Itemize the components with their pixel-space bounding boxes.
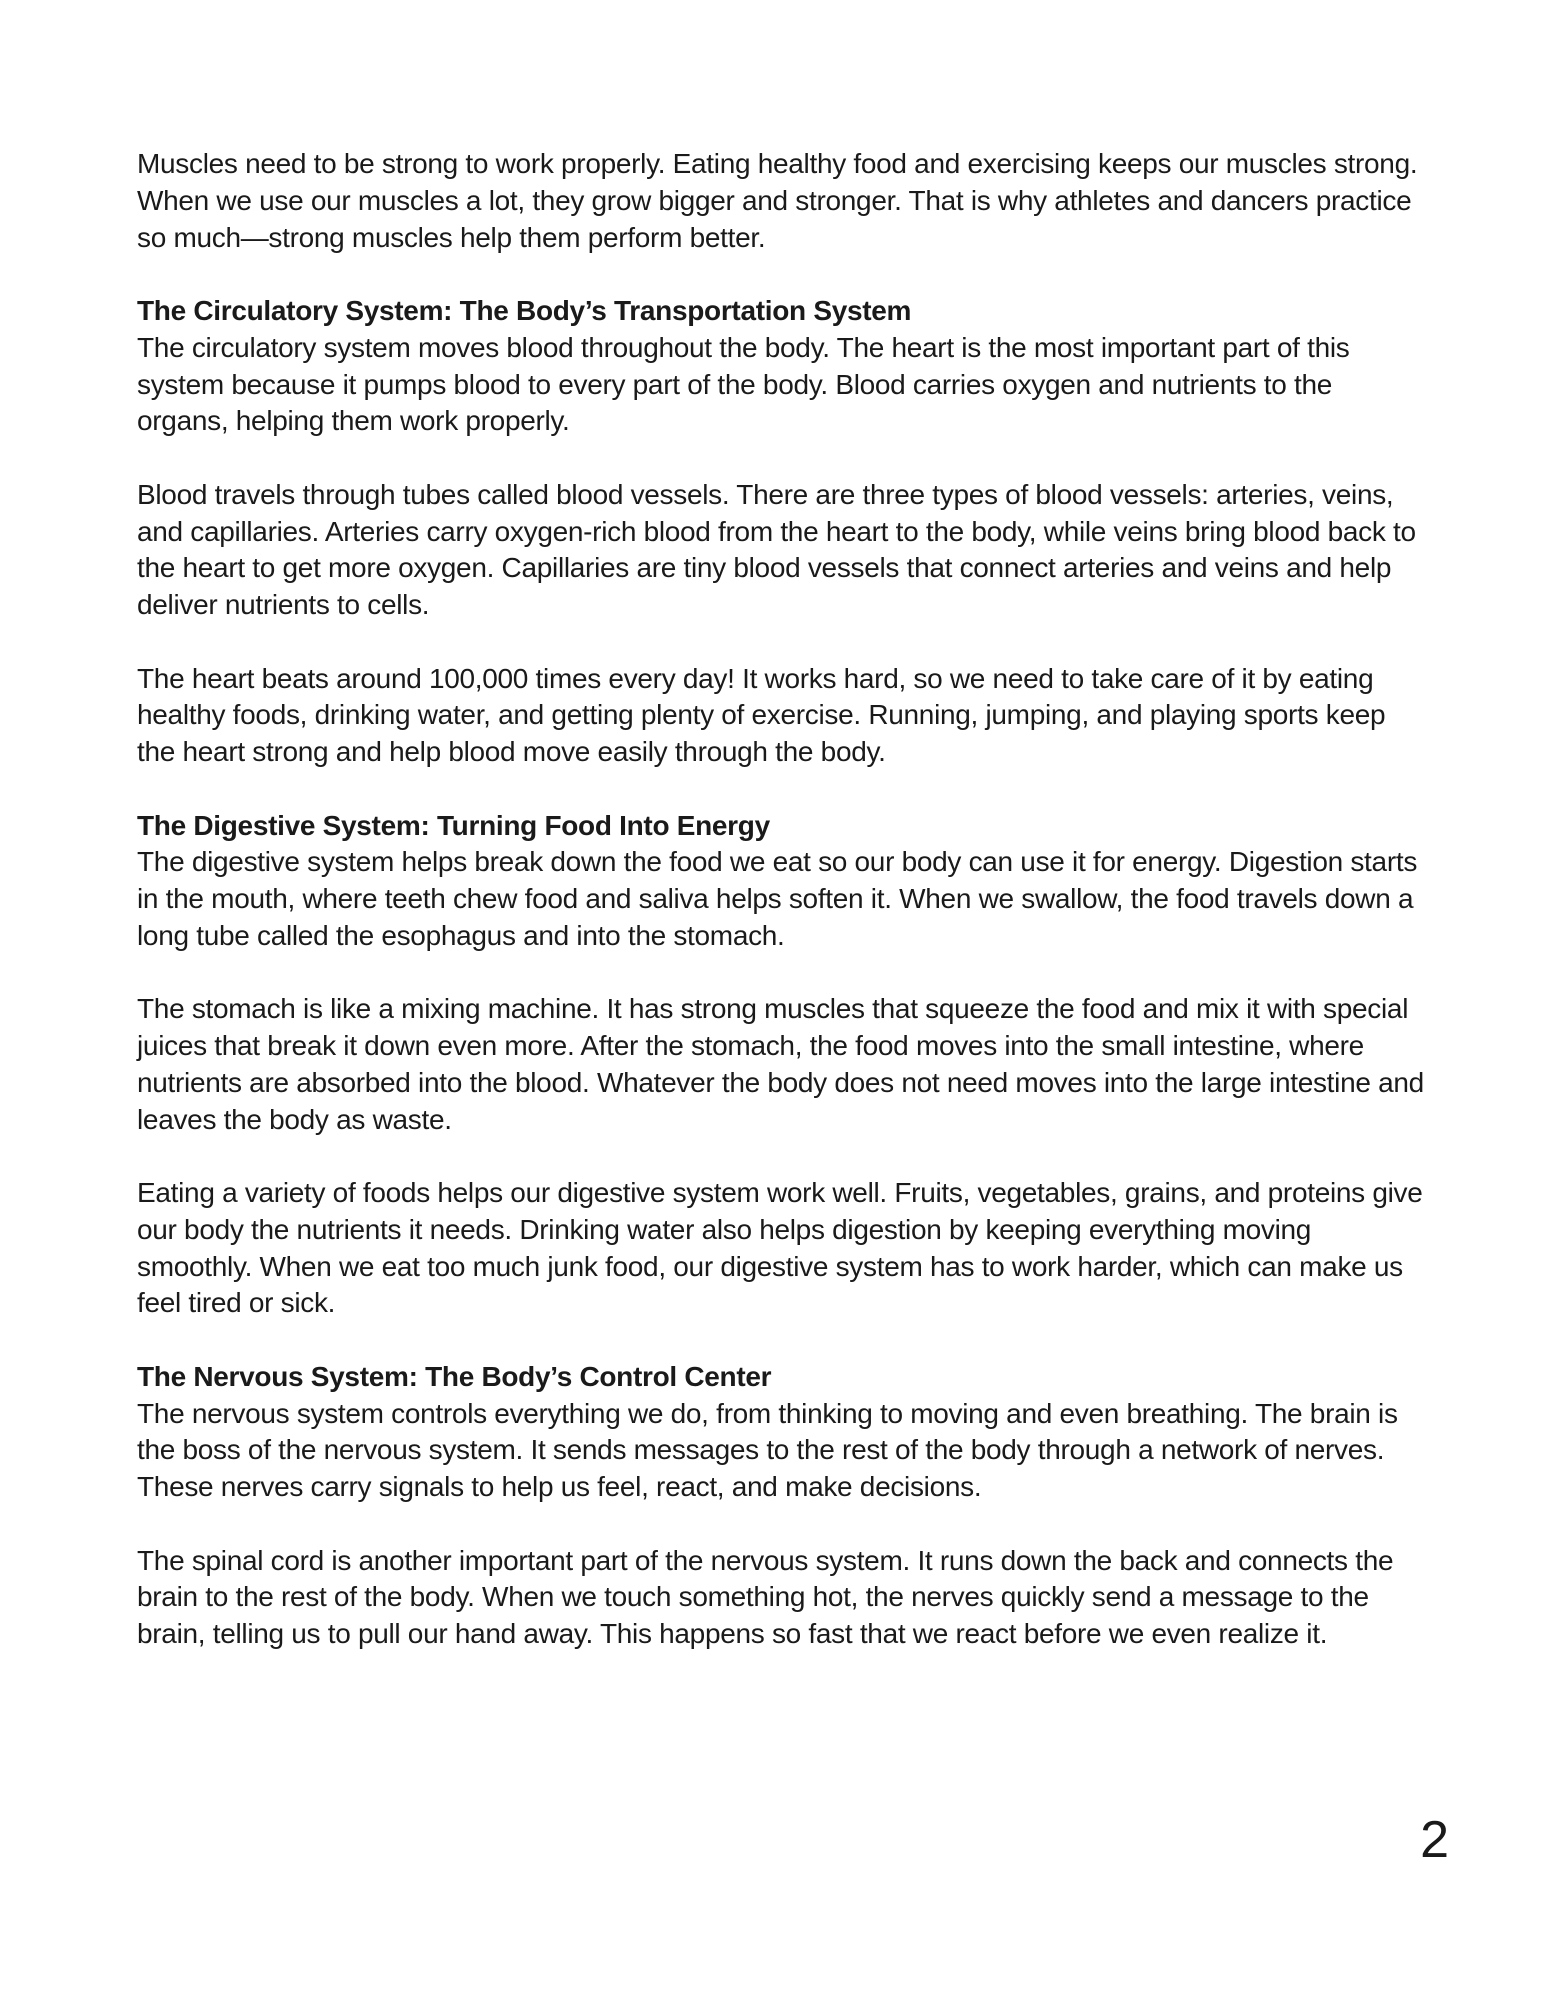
paragraph: Blood travels through tubes called blood vessels. There are three types of blood vessels: arteries, veins, and capillaries. Arteries carry oxygen-rich blood from the heart to the body, while veins bring blood back to the heart to get more oxygen. Capillaries are tiny blood vessels that connect arteries and veins and help deliver nutrients to cells. — [137, 478, 1416, 620]
paragraph: The digestive system helps break down the food we eat so our body can use it for energy. Digestion starts in the mouth, where teeth chew food and saliva helps soften it. When we swallow, the food travels down a long tube called the esophagus and into the stomach. — [137, 846, 1418, 951]
page-number: 2 — [1420, 1811, 1449, 1869]
section-heading-circulatory: The Circulatory System: The Body’s Transportation System — [137, 295, 912, 326]
paragraph: The nervous system controls everything we do, from thinking to moving and even breathing. The brain is the boss of the nervous system. It sends messages to the rest of the body through a network of nerves. These nerves carry signals to help us feel, react, and make decisions. — [137, 1397, 1398, 1502]
paragraph: The circulatory system moves blood throughout the body. The heart is the most important part of this system because it pumps blood to every part of the body. Blood carries oxygen and nutrients to the organs, helping them work properly. — [137, 331, 1350, 437]
intro-paragraph: Muscles need to be strong to work properly. Eating healthy food and exercising keeps our muscles strong. When we use our muscles a lot, they grow bigger and stronger. That is why athletes and dancers practice so much—strong muscles help them perform better. — [137, 148, 1418, 253]
paragraph: The heart beats around 100,000 times every day! It works hard, so we need to take care of it by eating healthy foods, drinking water, and getting plenty of exercise. Running, jumping, and playing sports keep the heart strong and help blood move easily through the body. — [137, 662, 1386, 767]
paragraph: The stomach is like a mixing machine. It has strong muscles that squeeze the food and mix it with special juices that break it down even more. After the stomach, the food moves into the small intestine, where nutrients are absorbed into the blood. Whatever the body does not need moves into the large intestine and leaves the body as waste. — [137, 993, 1424, 1135]
paragraph: Eating a variety of foods helps our digestive system work well. Fruits, vegetables, grains, and proteins give our body the nutrients it needs. Drinking water also helps digestion by keeping everything moving smoothly. When we eat too much junk food, our digestive system has to work harder, which can make us feel tired or sick. — [137, 1177, 1423, 1319]
document-body — [137, 146, 1429, 1690]
paragraph: The spinal cord is another important part of the nervous system. It runs down the back and connects the brain to the rest of the body. When we touch something hot, the nerves quickly send a message to the brain, telling us to pull our hand away. This happens so fast that we react before we even realize it. — [137, 1544, 1394, 1649]
section-heading-digestive: The Digestive System: Turning Food Into Energy — [137, 809, 770, 841]
section-heading-nervous: The Nervous System: The Body’s Control Center — [137, 1360, 772, 1392]
